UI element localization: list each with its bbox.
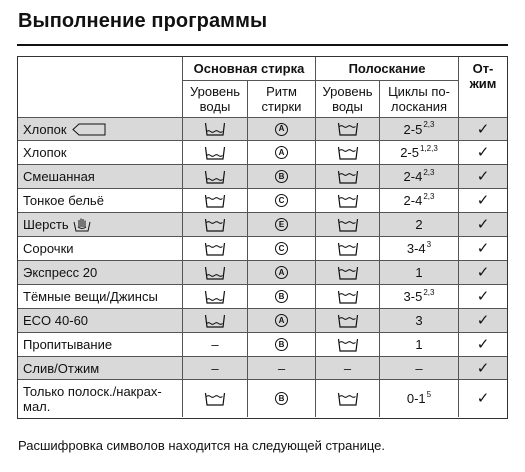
rinse-cycles-cell (380, 213, 459, 237)
rinse-cycles-cell (380, 309, 459, 333)
program-name-cell (18, 189, 183, 213)
cell-text: ✓ (476, 120, 490, 138)
cell-text: Уровень воды (322, 84, 373, 114)
cell-text: Тёмные вещи/Джинсы (23, 289, 158, 304)
rhythm-symbol: B (275, 392, 288, 405)
cell-text: ✓ (476, 144, 490, 161)
wash-rhythm-cell (248, 380, 316, 417)
cell-text: 3-4 (406, 241, 426, 256)
cell-text: Тонкое бельё (23, 193, 104, 208)
cell-text: – (343, 360, 352, 376)
level-high-icon (337, 338, 359, 352)
level-high-icon (337, 146, 359, 160)
level-high-icon (337, 242, 359, 256)
level-low-icon (204, 122, 226, 136)
cell-text: – (415, 360, 423, 376)
cell-text: ✓ (476, 168, 490, 185)
level-high-icon (337, 392, 359, 406)
program-name-cell (18, 285, 183, 309)
rinse-cycles-cell: 0-1 $^5$ (380, 380, 459, 417)
cell-text: Экспресс 20 (23, 265, 98, 280)
cell-text: Только полоск./накрах- мал. (23, 383, 162, 414)
wash-water-level-cell (183, 165, 248, 189)
spin-cell (459, 261, 507, 285)
level-high-icon (204, 194, 226, 208)
cell-text: 0-1 (406, 391, 426, 406)
rinse-water-level-cell (316, 165, 380, 189)
program-name-cell (18, 213, 183, 237)
footnote: Расшифровка символов находится на следующей странице. (18, 438, 385, 453)
wash-water-level-cell (183, 118, 248, 141)
level-low-icon (204, 146, 226, 160)
header-rinse (316, 57, 459, 81)
cell-text: Ритм стирки (261, 84, 302, 114)
wash-water-level-cell (183, 189, 248, 213)
spin-cell (459, 333, 507, 357)
rinse-cycles-cell: 2-5 $^{1,2,3}$ (380, 141, 459, 165)
rinse-cycles-cell (380, 333, 459, 357)
cell-text: Слив/Отжим (23, 360, 100, 376)
wash-rhythm-cell (248, 333, 316, 357)
spin-cell (459, 165, 507, 189)
cell-text: 1 (415, 265, 423, 280)
cell-text: От- жим (469, 61, 497, 91)
spin-cell (459, 118, 507, 141)
rinse-water-level-cell (316, 309, 380, 333)
level-high-icon (337, 290, 359, 304)
cell-text: ✓ (476, 264, 490, 281)
cell-text: 2-4 (403, 193, 423, 208)
level-low-icon (204, 290, 226, 304)
program-name-cell (18, 261, 183, 285)
spin-cell (459, 189, 507, 213)
rhythm-symbol: B (275, 170, 288, 183)
rinse-water-level-cell (316, 357, 380, 380)
cell-text: 3-5 (403, 289, 423, 304)
rinse-water-level-cell (316, 141, 380, 165)
cell-text: – (277, 360, 286, 376)
cell-text: Хлопок (23, 145, 67, 160)
wash-water-level-cell (183, 309, 248, 333)
rinse-water-level-cell (316, 189, 380, 213)
rinse-water-level-cell (316, 333, 380, 357)
wash-water-level-cell (183, 285, 248, 309)
rinse-water-level-cell (316, 118, 380, 141)
spin-cell (459, 213, 507, 237)
spin-cell (459, 309, 507, 333)
header-spin (459, 57, 507, 118)
cell-text: ✓ (476, 390, 490, 407)
header-program-cell (18, 57, 183, 118)
cell-text: Сорочки (23, 241, 74, 256)
wash-rhythm-cell (248, 165, 316, 189)
level-high-icon (337, 266, 359, 280)
rhythm-symbol: B (275, 338, 288, 351)
level-high-icon (204, 242, 226, 256)
rinse-cycles-cell: 2-4 $^{2,3}$ (380, 165, 459, 189)
header-main-wash (183, 57, 316, 81)
rhythm-symbol: E (275, 218, 288, 231)
wash-water-level-cell (183, 213, 248, 237)
rinse-water-level-cell (316, 380, 380, 417)
cell-text: Полоскание (348, 61, 426, 76)
level-low-icon (204, 170, 226, 184)
spin-cell (459, 380, 507, 417)
wash-rhythm-cell (248, 285, 316, 309)
program-table (17, 56, 508, 419)
wash-rhythm-cell (248, 237, 316, 261)
wash-rhythm-cell (248, 357, 316, 380)
rhythm-symbol: A (275, 314, 288, 327)
header-water-level (183, 81, 248, 118)
cell-text: Циклы по- лоскания (388, 84, 450, 114)
wash-water-level-cell (183, 380, 248, 417)
rhythm-symbol: A (275, 266, 288, 279)
spin-cell (459, 141, 507, 165)
rhythm-symbol: C (275, 242, 288, 255)
cell-text: ✓ (476, 216, 490, 233)
cell-text: Хлопок (23, 121, 67, 137)
program-name-cell (18, 165, 183, 189)
cell-text: 2-5 (403, 121, 423, 137)
cell-text: 2 (415, 217, 423, 232)
level-high-icon (337, 122, 359, 136)
level-high-icon (337, 170, 359, 184)
wash-rhythm-cell (248, 309, 316, 333)
wash-water-level-cell (183, 261, 248, 285)
program-name-cell (18, 380, 183, 417)
cell-text: ✓ (476, 192, 490, 209)
cell-text: Пропитывание (23, 337, 113, 352)
level-low-icon (204, 266, 226, 280)
program-name-cell (18, 309, 183, 333)
rhythm-symbol: A (275, 123, 288, 136)
rinse-water-level-cell (316, 237, 380, 261)
wash-rhythm-cell (248, 118, 316, 141)
wash-water-level-cell (183, 237, 248, 261)
wash-water-level-cell (183, 357, 248, 380)
rhythm-symbol: C (275, 194, 288, 207)
wash-rhythm-cell (248, 261, 316, 285)
page-title: Выполнение программы (18, 10, 268, 32)
level-high-icon (337, 314, 359, 328)
program-name-cell (18, 333, 183, 357)
cell-text: Основная стирка (193, 61, 305, 76)
program-name-cell (18, 141, 183, 165)
level-high-icon (337, 194, 359, 208)
program-name-cell (18, 237, 183, 261)
cell-text: ✓ (476, 240, 490, 257)
cell-text: 1 (415, 337, 423, 352)
header-rinse-water-level (316, 81, 380, 118)
wash-water-level-cell (183, 141, 248, 165)
cell-text: Уровень воды (189, 84, 241, 114)
rinse-cycles-cell: 3-5 $^{2,3}$ (380, 285, 459, 309)
cell-text: 2-5 (400, 145, 419, 160)
cell-text: ✓ (476, 288, 490, 305)
level-high-icon (337, 218, 359, 232)
wash-rhythm-cell (248, 141, 316, 165)
rinse-cycles-cell: 2-4 $^{2,3}$ (380, 189, 459, 213)
wash-rhythm-cell (248, 189, 316, 213)
spin-cell (459, 357, 507, 380)
cell-text: ✓ (476, 359, 490, 377)
spin-cell (459, 285, 507, 309)
header-wash-rhythm (248, 81, 316, 118)
rhythm-symbol: A (275, 146, 288, 159)
rinse-cycles-cell: 3-4 $^3$ (380, 237, 459, 261)
rinse-water-level-cell (316, 261, 380, 285)
rinse-cycles-cell (380, 357, 459, 380)
rinse-water-level-cell (316, 213, 380, 237)
wash-water-level-cell (183, 333, 248, 357)
header-rinse-cycles (380, 81, 459, 118)
cell-text: – (211, 360, 219, 376)
cell-text: ✓ (476, 336, 490, 353)
level-high-icon (204, 218, 226, 232)
rhythm-symbol: B (275, 290, 288, 303)
title-rule (17, 44, 508, 46)
cell-text: 2-4 (403, 169, 423, 184)
level-low-icon (204, 314, 226, 328)
program-name-cell (18, 357, 183, 380)
cell-text: ✓ (476, 312, 490, 329)
rinse-water-level-cell (316, 285, 380, 309)
wool-hand-wash-icon (73, 217, 91, 232)
cell-text: 3 (415, 313, 423, 328)
cell-text: Смешанная (23, 169, 95, 184)
cell-text: ECO 40-60 (23, 313, 89, 328)
level-high-icon (204, 392, 226, 406)
cell-text: Шерсть (23, 217, 69, 232)
spin-cell (459, 237, 507, 261)
cell-text: – (211, 337, 219, 352)
cotton-shape-icon (72, 123, 106, 136)
wash-rhythm-cell (248, 213, 316, 237)
program-name-cell (18, 118, 183, 141)
rinse-cycles-cell: 2-5 $^{2,3}$ (380, 118, 459, 141)
rinse-cycles-cell (380, 261, 459, 285)
